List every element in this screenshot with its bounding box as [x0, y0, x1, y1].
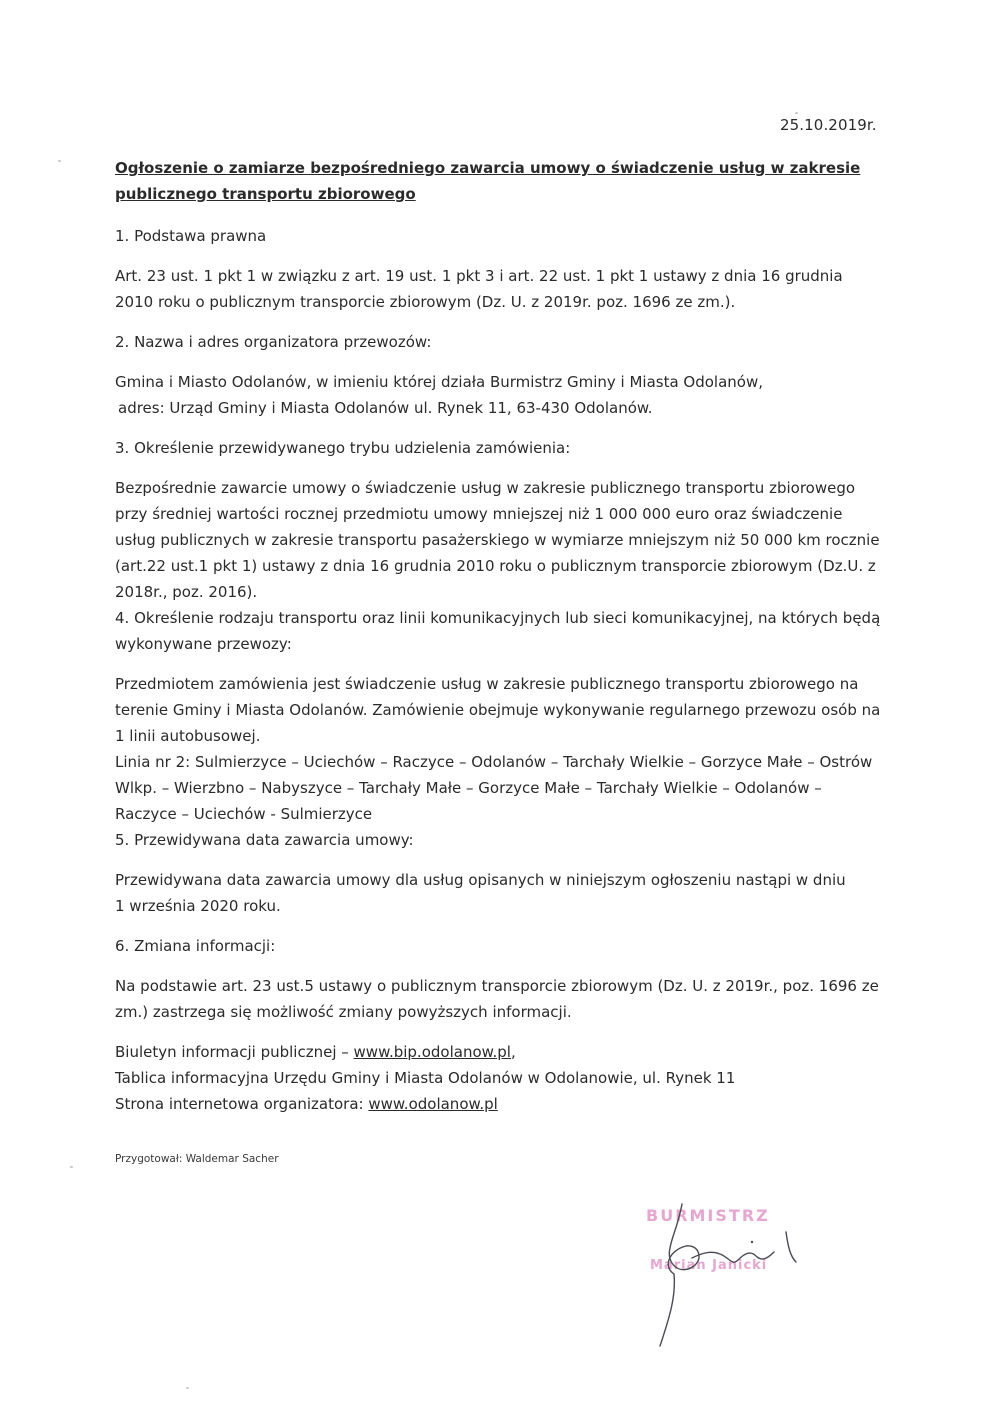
section-4-route: Linia nr 2: Sulmierzyce – Uciechów – Raczyce – Odolanów – Tarchały Wielkie – Gorzyce Małe – Ostrów Wlkp. – Wierzbno – Nabyszyce – Tarchały Małe – Gorzyce Małe – Tarchały Wielkie – Odolanów – Raczyce – Uciechów - Sulmierzyce — [115, 753, 873, 823]
section-1-text: Art. 23 ust. 1 pkt 1 w związku z art. 19 ust. 1 pkt 3 i art. 22 ust. 1 pkt 1 ustawy z dnia 16 grudnia 2010 roku o publicznym transporcie zbiorowym (Dz. U. z 2019r. poz. 1696 ze zm.). — [115, 267, 843, 311]
document-date: 25.10.2019r. — [780, 116, 877, 134]
publication-bip-label: Biuletyn informacji publicznej – — [115, 1043, 354, 1061]
publication-website — [115, 1091, 885, 1117]
document-title: Ogłoszenie o zamiarze bezpośredniego zawarcia umowy o świadczenie usług w zakresie publicznego transportu zbiorowego — [115, 159, 861, 203]
section-5-heading: 5. Przewidywana data zawarcia umowy: — [115, 831, 414, 849]
publication-bip — [115, 1039, 885, 1065]
document-body — [115, 155, 885, 1117]
section-5-line-2: 1 września 2020 roku. — [115, 897, 281, 915]
scan-speck — [186, 1387, 189, 1389]
section-2-line-2: adres: Urząd Gminy i Miasta Odolanów ul. Rynek 11, 63-430 Odolanów. — [118, 399, 653, 417]
publication-bip-suffix: , — [510, 1043, 516, 1061]
scan-speck — [58, 160, 61, 162]
section-6-text: Na podstawie art. 23 ust.5 ustawy o publicznym transporcie zbiorowym (Dz. U. z 2019r., poz. 1696 ze zm.) zastrzega się możliwość zmiany powyższych informacji. — [115, 977, 879, 1021]
section-5-line-1: Przewidywana data zawarcia umowy dla usług opisanych w niniejszym ogłoszeniu nastąpi w dniu — [115, 871, 846, 889]
section-4-text: Przedmiotem zamówienia jest świadczenie usług w zakresie publicznego transportu zbiorowego na terenie Gminy i Miasta Odolanów. Zamówienie obejmuje wykonywanie regularnego przewozu osób na 1 linii autobusowej. — [115, 675, 881, 745]
scan-speck — [70, 1166, 73, 1168]
section-2-heading: 2. Nazwa i adres organizatora przewozów: — [115, 333, 432, 351]
section-3-text: Bezpośrednie zawarcie umowy o świadczenie usług w zakresie publicznego transportu zbiorowego przy średniej wartości rocznej przedmiotu umowy mniejszej niż 1 000 000 euro oraz świadczenie usług publicznych w zakresie transportu pasażerskiego w wymiarze mniejszym niż 50 000 km rocznie (art.22 ust.1 pkt 1) ustawy z dnia 16 grudnia 2010 roku o publicznym transporcie zbiorowym (Dz.U. z 2018r., poz. 2016). — [115, 479, 880, 601]
publication-website-label: Strona internetowa organizatora: — [115, 1095, 369, 1113]
section-6-heading: 6. Zmiana informacji: — [115, 937, 276, 955]
official-stamp — [640, 1196, 830, 1356]
prepared-by: Przygotował: Waldemar Sacher — [115, 1153, 279, 1165]
publication-board: Tablica informacyjna Urzędu Gminy i Miasta Odolanów w Odolanowie, ul. Rynek 11 — [115, 1069, 736, 1087]
scan-speck — [795, 112, 798, 114]
section-4-heading: 4. Określenie rodzaju transportu oraz linii komunikacyjnych lub sieci komunikacyjnej, na których będą wykonywane przewozy: — [115, 609, 881, 653]
stamp-name: Marian Janicki — [650, 1258, 768, 1273]
signature-image — [640, 1196, 830, 1356]
website-link[interactable]: www.odolanow.pl — [368, 1095, 498, 1113]
section-2-line-1: Gmina i Miasto Odolanów, w imieniu której działa Burmistrz Gminy i Miasta Odolanów, — [115, 373, 764, 391]
section-1-heading: 1. Podstawa prawna — [115, 227, 267, 245]
bip-link[interactable]: www.bip.odolanow.pl — [353, 1043, 511, 1061]
stamp-title: BURMISTRZ — [646, 1206, 770, 1225]
section-3-heading: 3. Określenie przewidywanego trybu udzielenia zamówienia: — [115, 439, 571, 457]
